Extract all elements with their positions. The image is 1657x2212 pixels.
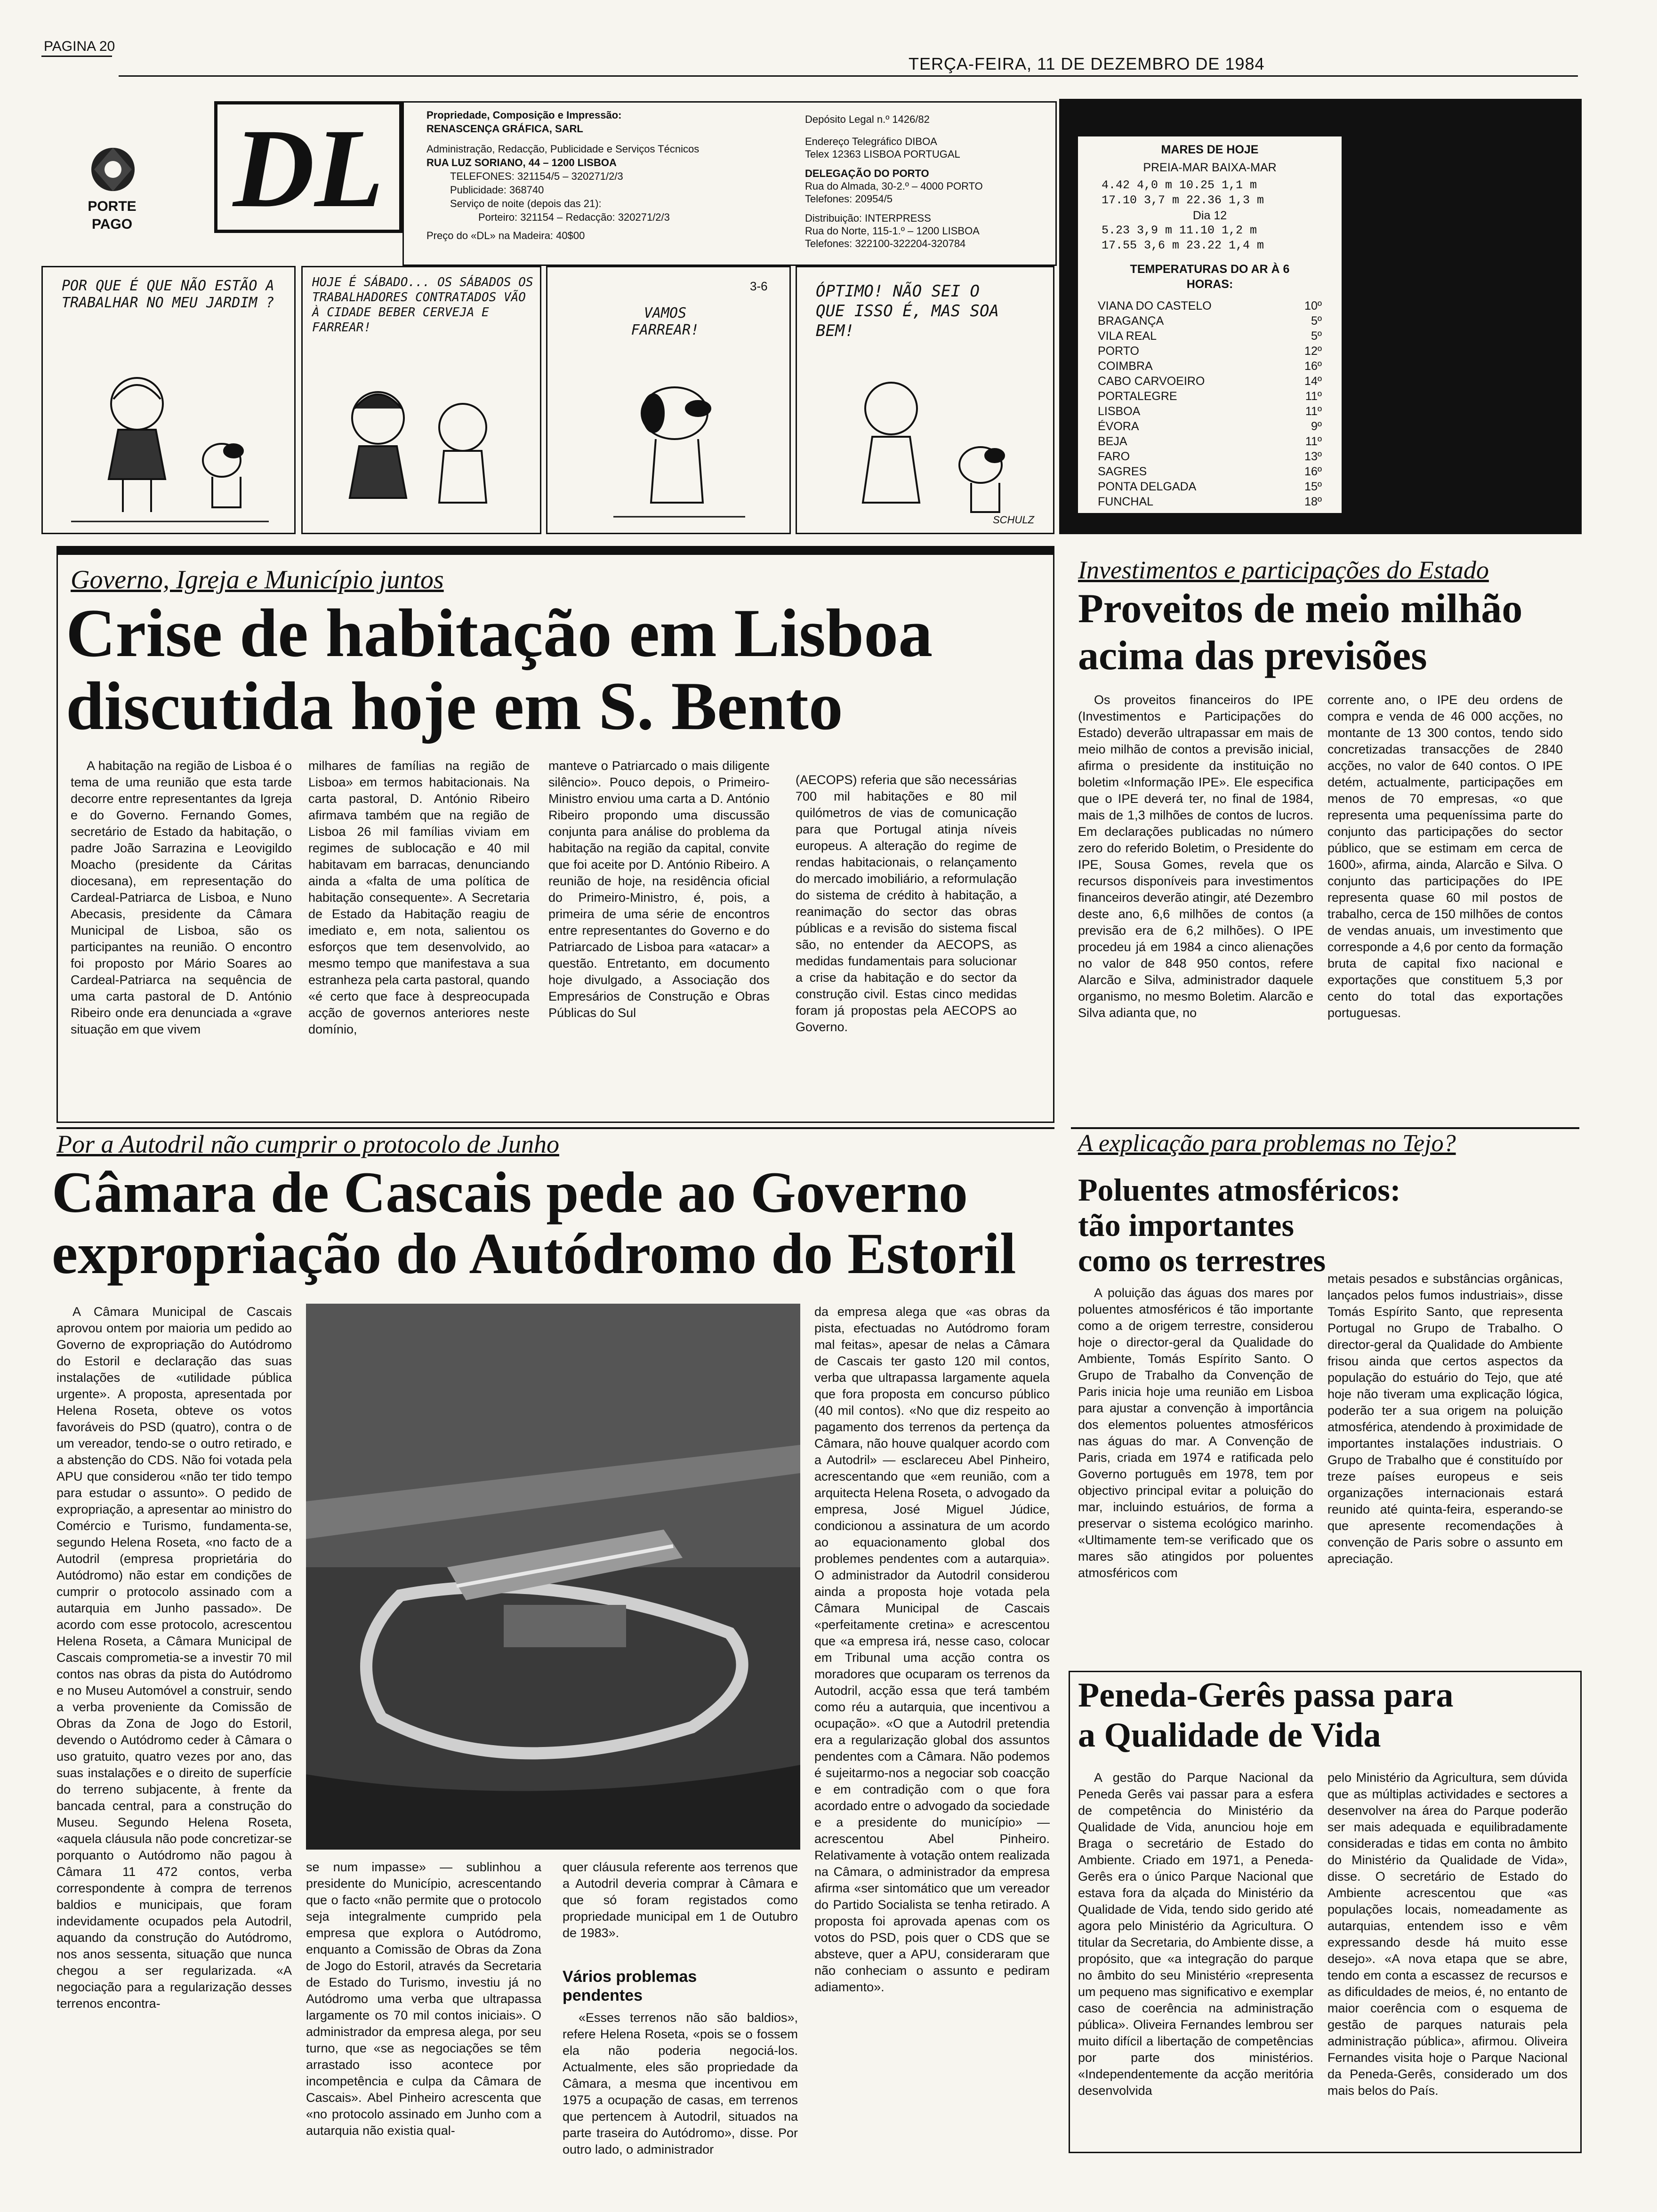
article-body: metais pesados e substâncias orgânicas, lançados pelos fumos industriais», disse Tomás Espírito Santo, que representa Portugal no Grupo de Trabalho. O director-geral da Qualidade do Ambiente frisou ainda que certos aspectos da população do estuário do Tejo, que até hoje não tiveram uma explicação lógica, poderão ter a sua origem na poluição atmosférica, atendendo à proximidade de importantes instalações industriais. O Grupo de Trabalho que é constituído por treze países europeus e seis organizações internacionais estará reunido até quinta-feira, esperando-se que apresente recomendações à convenção de Paris sobre o assunto em apreciação. xyxy=(1327,1272,1563,1566)
article-body: A Câmara Municipal de Cascais aprovou ontem por maioria um pedido ao Governo de expropriação do Autódromo do Estoril e declaração das suas instalações de «utilidade pública urgente». A proposta, apresentada por Helena Roseta, obteve os votos favoráveis do PSD (quatro), contra o de um vereador, tendo-se o outro retirado, e a abstenção do CDS. Não foi votada pela APU que considerou «não ter tido tempo para estudar o assunto». O pedido de expropriação, a apresentar ao ministro do Comércio e Turismo, fundamenta-se, segundo Helena Roseta, «no facto de a Autodril (empresa proprietária do Autódromo) não estar em condições de cumprir o protocolo assinado com a autarquia em Junho passado». De acordo com esse protocolo, acrescentou Helena Roseta, a Câmara Municipal de Cascais comprometia-se a investir 70 mil contos nas obras da pista do Autódromo e no Museu Automóvel a construir, sendo a verba proveniente da Comissão de Obras da Zona de Jogo do Estoril, devendo o Autódromo ceder à Câmara o uso gratuito, quatro vezes por ano, das suas instalações e o direito de superfície do terreno subjacente, à frente da bancada central, para a construção do Museu. Segundo Helena Roseta, «aquela cláusula não pode concretizar-se porquanto o Autódromo não pagou à Câmara 11 472 contos, verba correspondente à compra de terrenos baldios e municipais, que foram indevidamente ocupados pela Autodril, aquando da construção do Autódromo, nos anos sessenta, situação que nunca chegou a ser regularizada. «A negociação para a regularização desses terrenos encontra- xyxy=(56,1305,292,2011)
article-headline: Peneda-Gerês passa para xyxy=(1078,1676,1454,1715)
temp-row xyxy=(1098,313,1322,329)
article-headline: Crise de habitação em Lisboa xyxy=(66,595,933,671)
tides-box xyxy=(1078,136,1342,513)
article-headline: como os terrestres xyxy=(1078,1242,1326,1278)
newspaper-logo: DL xyxy=(233,105,384,231)
article-kicker: Governo, Igreja e Município juntos xyxy=(71,565,444,594)
speech-bubble: HOJE É SÁBADO... OS SÁBADOS OS TRABALHADORES CONTRATADOS VÃO À CIDADE BEBER CERVEJA E FARREAR! xyxy=(312,275,533,335)
tide-row: 17.55 3,6 m 23.22 1,4 m xyxy=(1102,239,1264,252)
lucy-character xyxy=(109,378,165,512)
temp-row xyxy=(1098,479,1322,494)
tides-subtitle: PREIA-MAR BAIXA-MAR xyxy=(1143,161,1277,174)
article-kicker: Investimentos e participações do Estado xyxy=(1078,556,1489,584)
temp-row xyxy=(1098,389,1322,404)
speech-bubble: ÓPTIMO! NÃO SEI O QUE ISSO É, MAS SOA BEM! xyxy=(816,282,999,340)
publisher-info: Propriedade, Composição e Impressão: RENASCENÇA GRÁFICA, SARL Administração, Redacção, Publicidade e Serviços Técnicos RUA LUZ SORIANO, 44 – 1200 LISBOA TELEFONES: 321154/5 – 320271/2/3 Publicidade: 368740 Serviço de noite (depois das 21): Porteiro: 321154 – Redacção: 320271/2/3 Preço do «DL» na Madeira: 40$00 xyxy=(426,109,700,241)
article-body: A gestão do Parque Nacional da Peneda Gerês vai passar para a esfera de competência do Ministério da Qualidade de Vida, anunciou hoje em Braga o secretário de Estado do Ambiente. Criado em 1971, a Peneda-Gerês era o único Parque Nacional que estava fora da alçada do Ministério da Qualidade de Vida, tendo sido gerido até agora pelo Ministério da Agricultura. O titular da Secretaria, do Ambiente disse, a propósito, que «a integração do parque no âmbito do seu Ministério «representa um pequeno mas significativo e exemplar caso de coerência na administração pública». Oliveira Fernandes lembrou ser muito difícil a libertação de competências por parte dos ministérios. «Independentemente da acção meritória desenvolvida xyxy=(1078,1771,1313,2098)
article-body: corrente ano, o IPE deu ordens de compra e venda de 46 000 acções, no montante de 13 300 contos, tendo sido concretizadas transacções de 2840 acções, no valor de 640 contos. O IPE detém, actualmente, participações em menos de 70 empresas, «o que representa uma pequeníssima parte do conjunto das participações do sector público, que se estimam em cerca de 1600», afirma, ainda, Alarcão e Silva. O conjunto das participações do IPE representa quase 60 mil postos de trabalho, cerca de 150 milhões de contos de vendas anuais, um investimento que corresponde a 4,6 por cento da formação bruta de capital fixo nacional e exportações que constituem 5,3 por cento do total das exportações portuguesas. xyxy=(1327,693,1563,1020)
strip-date: 3-6 xyxy=(750,279,768,293)
article-kicker: A explicação para problemas no Tejo? xyxy=(1078,1130,1456,1157)
article-headline: tão importantes xyxy=(1078,1207,1294,1243)
temp-value: 5º xyxy=(1311,314,1322,328)
article-headline: a Qualidade de Vida xyxy=(1078,1716,1381,1755)
logo-box xyxy=(214,101,402,233)
temp-row xyxy=(1098,404,1322,419)
temp-city: VIANA DO CASTELO xyxy=(1098,299,1212,313)
temp-row xyxy=(1098,344,1322,359)
temp-value: 5º xyxy=(1311,329,1322,343)
temp-row xyxy=(1098,374,1322,389)
temp-value: 11º xyxy=(1305,405,1322,418)
temp-city: PONTA DELGADA xyxy=(1098,480,1197,493)
porte-pago: PORTE PAGO xyxy=(88,199,137,232)
temp-row xyxy=(1098,329,1322,344)
temp-city: COIMBRA xyxy=(1098,360,1153,373)
temp-row xyxy=(1098,464,1322,479)
article-headline: Poluentes atmosféricos: xyxy=(1078,1172,1401,1208)
article-kicker: Por a Autodril não cumprir o protocolo de Junho xyxy=(56,1130,559,1158)
article-body: «Esses terrenos não são baldios», refere Helena Roseta, «pois se o fossem ela não poderia negociá-los. Actualmente, eles são propriedade da Câmara, a mesma que incentivou em 1975 a ocupação de casas, em terrenos que pertencem à Autodril, situados na parte traseira do Autódromo», disse. Por outro lado, o administrador xyxy=(563,2011,798,2156)
temp-row xyxy=(1098,298,1322,313)
comic-panel-4 xyxy=(796,266,1054,534)
article-headline: expropriação do Autódromo do Estoril xyxy=(52,1221,1016,1286)
article-body: Os proveitos financeiros do IPE (Investimentos e Participações do Estado) deverão ultrapassar em mais de meio milhão de contos a previsão inicial, afirma o presidente da instituição no boletim «Informação IPE». Ele especifica que o IPE deverá ter, no final de 1984, mais de 1,3 milhões de contos de lucros. Em declarações publicadas no número zero do referido Boletim, o Presidente do IPE, Sousa Gomes, revela que os recursos disponíveis para investimentos financeiros deverão atingir, até Dezembro deste ano, 6,6 milhões de contos (a previsão era de 6,2 milhões). O IPE procedeu já em 1984 a cinco alienações no valor de 848 950 contos, refere Alarcão e Silva, administrador daquele organismo, no mesmo Boletim. Alarcão e Silva adianta que, no xyxy=(1078,693,1313,1020)
temp-value: 11º xyxy=(1305,390,1322,403)
article-body: da empresa alega que «as obras da pista, efectuadas no Autódromo foram mal feitas», apesar de nelas a Câmara de Cascais ter gasto 120 mil contos, verba que ultrapassa largamente aquela que fora proposta em concurso público (40 mil contos). «No que diz respeito ao pagamento dos terrenos da pertença da Câmara, não houve qualquer acordo com a Autodril» — esclareceu Abel Pinheiro, acrescentando que «em reunião, com a arquitecta Helena Roseta, o advogado da empresa, José Miguel Júdice, condicionou a assinatura de um acordo ao equacionamento global dos problemes pendentes com a autarquia». O administrador da Autodril considerou ainda a proposta hoje votada pela Câmara Municipal de Cascais «perfeitamente cretina» e acrescentou que «a empresa irá, nesse caso, colocar em Tribunal uma acção contra os moradores que ocuparam os terrenos da Autodril, acção essa que terá também como réu a autarquia, que incentivou a ocupação». «O que a Autodril pretendia era a regularização global dos assuntos pendentes com a Câmara. Não podemos é sujeitarmo-nos a negociar sob coacção e em contradição com o que fora acordado entre o advogado da sociedade e a presidente do município» — acrescentou Abel Pinheiro. Relativamente à votação ontem realizada na Câmara, o administrador da empresa afirma «ser sintomático que um vereador do Partido Socialista se tenha retirado. A proposta foi aprovada apenas com os votos do PSD, pois quer o CDS que se absteve, quer a APU, consideraram que não conheciam o assunto e pediram adiamento». xyxy=(814,1305,1050,1994)
temp-city: BRAGANÇA xyxy=(1098,314,1164,328)
temp-row xyxy=(1098,449,1322,464)
temp-city: FARO xyxy=(1098,450,1130,463)
autodrome-photo xyxy=(306,1304,800,1850)
article-body: A poluição das águas dos mares por poluentes atmosféricos é tão importante como a de origem terrestre, considerou hoje o director-geral da Qualidade do Ambiente, Tomás Espírito Santo. O Grupo de Trabalho da Convenção de Paris inicia hoje uma reunião em Lisboa para ajustar a convenção à importância dos elementos poluentes atmosféricos nas águas do mar. A Convenção de Paris, criada em 1974 e ratificada pelo Governo português em 1978, tem por objectivo principal evitar a poluição do mar, incluindo estuários, de forma a preservar o sistema ecológico marinho. «Ultimamente tem-se verificado que os mares são atingidos por poluentes atmosféricos com xyxy=(1078,1286,1313,1580)
temp-value: 10º xyxy=(1304,299,1322,313)
speech-bubble: POR QUE É QUE NÃO ESTÃO A TRABALHAR NO MEU JARDIM ? xyxy=(62,278,274,311)
article-body: milhares de famílias na região de Lisboa» em termos habitacionais. Na carta pastoral, D. António Ribeiro afirmava também que na região de Lisboa 26 mil famílias viviam em regimes de sublocação e 40 mil habitavam em barracas, denunciando ainda a «falta de uma política de habitação consequente». A Secretaria de Estado da Habitação reagiu de imediato e, em nota, salientou os esforços que tem desenvolvido, ao mesmo tempo que manifestava a sua estranheza pela carta pastoral, quando «é certo que face à despreocupada acção de governos anteriores neste domínio, xyxy=(308,759,530,1036)
coat-of-arms-icon xyxy=(85,141,141,200)
temp-row xyxy=(1098,419,1322,434)
subhead: Vários problemas pendentes xyxy=(563,1968,697,2004)
temp-value: 9º xyxy=(1311,420,1322,433)
temp-value: 11º xyxy=(1305,435,1322,448)
article-headline: Proveitos de meio milhão xyxy=(1078,586,1523,632)
temp-value: 18º xyxy=(1304,495,1322,508)
artist-signature: SCHULZ xyxy=(992,514,1034,526)
snoopy-character xyxy=(203,444,243,507)
temp-city: PORTO xyxy=(1098,345,1139,358)
lucy-character xyxy=(350,392,406,498)
page-number: PAGINA 20 xyxy=(44,39,115,54)
temp-city: LISBOA xyxy=(1098,405,1141,418)
article-headline: Câmara de Cascais pede ao Governo xyxy=(52,1160,968,1225)
tide-row: Dia 12 xyxy=(1192,209,1227,222)
temps-title: TEMPERATURAS DO AR À 6 HORAS: xyxy=(1130,263,1290,291)
comic-panel-3 xyxy=(546,266,791,534)
article-body: A habitação na região de Lisboa é o tema de uma reunião que esta tarde decorre entre representantes da Igreja e do Governo. Fernando Gomes, secretário de Estado da habitação, o padre João Sarrazina e Leovigildo Moacho (presidente da Cáritas diocesana), em representação do Cardeal-Patriarca de Lisboa, e Nuno Abecasis, presidente da Câmara Municipal de Lisboa, são os participantes na reunião. O encontro foi proposto por Mário Soares ao Cardeal-Patriarca na sequência de uma carta pastoral de D. António Ribeiro onde era denunciada a «grave situação em que vivem xyxy=(71,759,292,1036)
comic-panel-1 xyxy=(41,266,296,534)
temp-value: 15º xyxy=(1304,480,1322,493)
article-headline: acima das previsões xyxy=(1078,633,1427,679)
temp-row xyxy=(1098,494,1322,509)
linus-character xyxy=(863,383,919,503)
snoopy-character xyxy=(959,447,1004,512)
tides-title: MARES DE HOJE xyxy=(1161,143,1259,156)
temp-row xyxy=(1098,434,1322,449)
temp-value: 14º xyxy=(1304,375,1322,388)
temp-city: BEJA xyxy=(1098,435,1127,448)
temp-city: VILA REAL xyxy=(1098,329,1157,343)
article-body: se num impasse» — sublinhou a presidente do Município, acrescentando que o facto «não permite que o protocolo seja integralmente cumprido pela empresa que explora o Autódromo, enquanto a Comissão de Obras da Zona de Jogo do Estoril, através da Secretaria de Estado do Turismo, investiu já no Autódromo uma verba que ultrapassa largamente os 70 mil contos iniciais». O administrador da empresa alega, por seu turno, que «se as negociações se têm arrastado isso acontece por incompetência e culpa da Câmara de Cascais». Abel Pinheiro acrescenta que «no protocolo assinado em Junho com a autarquia não existia qual- xyxy=(306,1860,541,2138)
tide-row: 5.23 3,9 m 11.10 1,2 m xyxy=(1102,224,1257,237)
temp-value: 16º xyxy=(1304,360,1322,373)
temp-value: 16º xyxy=(1304,465,1322,478)
temp-row xyxy=(1098,359,1322,374)
temp-city: SAGRES xyxy=(1098,465,1147,478)
issue-date: TERÇA-FEIRA, 11 DE DEZEMBRO DE 1984 xyxy=(909,54,1265,73)
temp-city: ÉVORA xyxy=(1098,420,1139,433)
temp-city: CABO CARVOEIRO xyxy=(1098,375,1205,388)
temps-list xyxy=(1078,298,1342,509)
linus-character xyxy=(439,404,486,503)
article-body: (AECOPS) referia que são necessárias 700 mil habitações e 80 mil quilómetros de vias de comunicação para que Portugal atinja níveis europeus. A alteração do regime de rendas habitacionais, o relançamento do mercado imobiliário, a reformulação do sistema de crédito à habitação, a reanimação do sector das obras públicas e a revisão do sistema fiscal são, no entender da AECOPS, as medidas fundamentais para solucionar a crise da habitação e do sector da construção civil. Estas cinco medidas foram já propostas pela AECOPS ao Governo. xyxy=(796,773,1017,1034)
thought-bubble: VAMOS FARREAR! xyxy=(631,305,700,338)
temp-value: 12º xyxy=(1304,345,1322,358)
temp-city: PORTALEGRE xyxy=(1098,390,1177,403)
comic-panel-2 xyxy=(301,266,541,534)
article-body: pelo Ministério da Agricultura, sem dúvida que as múltiplas actividades e sectores a desenvolver na área do Parque poderão ser mais adequada e equilibradamente consideradas e tidas em conta no âmbito do Ministério da Qualidade de Vida», disse. O secretário de Estado do Ambiente acrescentou que «as populações locais, nomeadamente as autarquias, entendem isso e vêm expressando desde há muito esse desejo». «A nova etapa que se abre, tendo em conta a escassez de recursos e as dificuldades de meios, é, no entanto de maior coerência com o esquema de gestão de parques naturais pela administração pública», afirmou. Oliveira Fernandes visita hoje o Parque Nacional da Peneda-Gerês, considerado um dos mais belos do País. xyxy=(1327,1771,1568,2098)
temp-city: FUNCHAL xyxy=(1098,495,1154,508)
snoopy-character xyxy=(642,387,710,503)
article-body: quer cláusula referente aos terrenos que a Autodril deveria comprar à Câmara e que só foram registados como propriedade municipal em 1 de Outubro de 1983». xyxy=(563,1860,798,1940)
article-headline: discutida hoje em S. Bento xyxy=(66,668,843,744)
temp-value: 13º xyxy=(1304,450,1322,463)
tide-row: 4.42 4,0 m 10.25 1,1 m xyxy=(1102,178,1257,192)
tide-row: 17.10 3,7 m 22.36 1,3 m xyxy=(1102,193,1264,207)
article-body: manteve o Patriarcado o mais diligente silêncio». Pouco depois, o Primeiro-Ministro enviou uma carta a D. António Ribeiro propondo uma discussão conjunta para análise do problema da habitação na região da capital, convite que foi aceite por D. António Ribeiro. A reunião de hoje, na residência oficial do Primeiro-Ministro, é, pois, a primeira de uma série de encontros entre representantes do Governo e do Patriarcado de Lisboa para «atacar» a questão. Entretanto, em documento hoje divulgado, a Associação dos Empresários de Construção e Obras Públicas do Sul xyxy=(548,759,770,1020)
delegation-info: Depósito Legal n.º 1426/82 Endereço Telegráfico DIBOA Telex 12363 LISBOA PORTUGAL DELEGAÇÃO DO PORTO Rua do Almada, 30-2.º – 4000 PORTO Telefones: 20954/5 Distribuição: INTERPRESS Rua do Norte, 115-1.º – 1200 LISBOA Telefones: 322100-322204-320784 xyxy=(805,113,983,249)
